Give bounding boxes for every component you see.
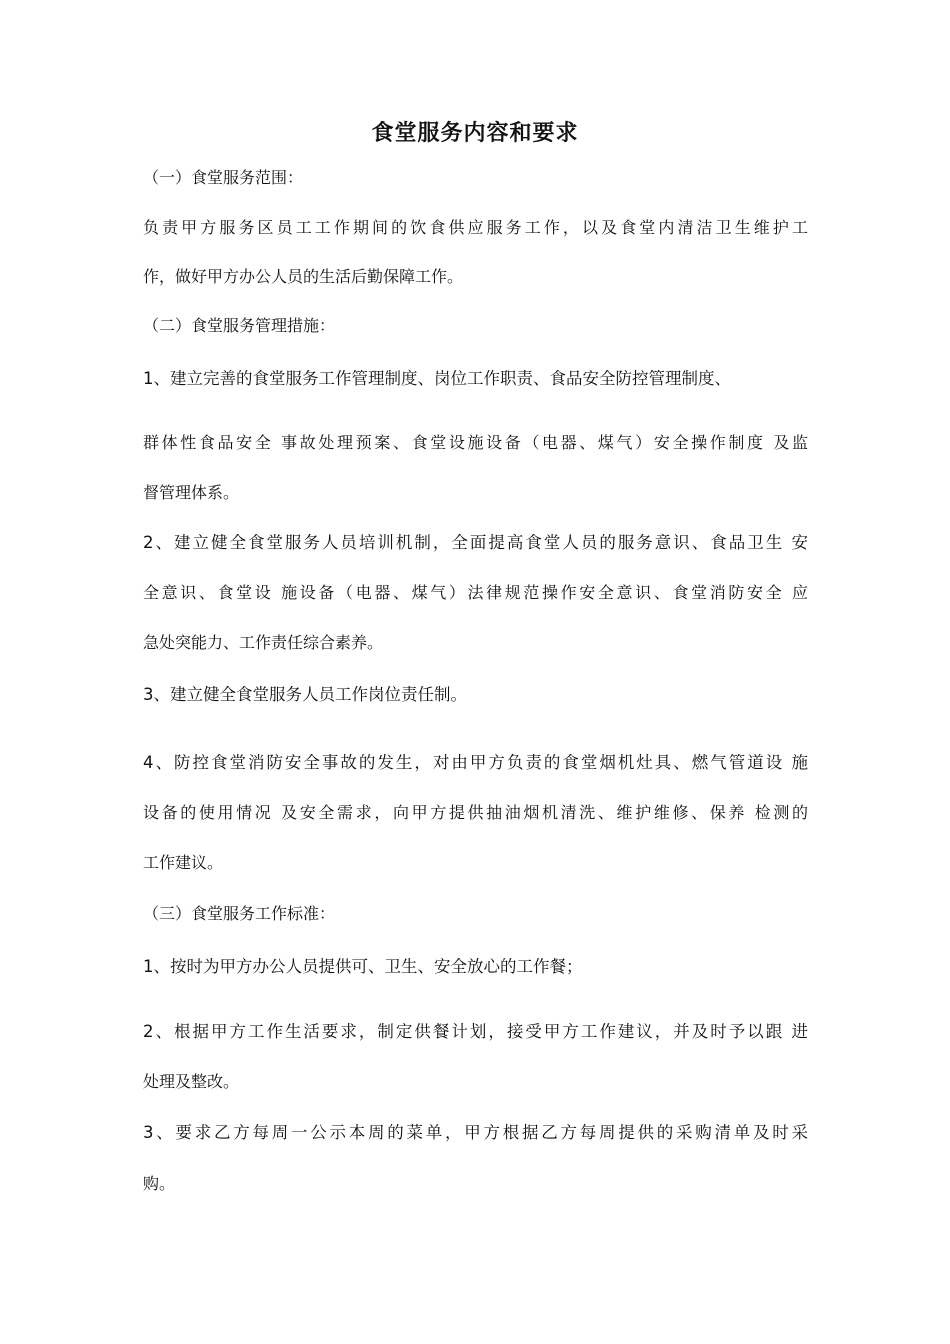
section-heading-3: （三）食堂服务工作标准： bbox=[143, 904, 336, 923]
paragraph-line: 作，做好甲方办公人员的生活后勤保障工作。 bbox=[143, 267, 464, 286]
list-item-line: 急处突能力、工作责任综合素养。 bbox=[143, 633, 384, 652]
list-item-line: 全意识、食堂设 施设备（电器、煤气）法律规范操作安全意识、食堂消防安全 应 bbox=[143, 583, 808, 602]
list-item-line: 督管理体系。 bbox=[143, 483, 240, 502]
list-item-line: 2、根据甲方工作生活要求，制定供餐计划，接受甲方工作建议，并及时予以跟 进 bbox=[143, 1022, 808, 1041]
section-heading-2: （二）食堂服务管理措施： bbox=[143, 316, 336, 335]
list-item-line: 工作建议。 bbox=[143, 853, 224, 872]
list-item-line: 3、要求乙方每周一公示本周的菜单，甲方根据乙方每周提供的采购清单及时采 bbox=[143, 1123, 808, 1142]
section-heading-1: （一）食堂服务范围： bbox=[143, 168, 304, 187]
list-item-line: 群体性食品安全 事故处理预案、食堂设施设备（电器、煤气）安全操作制度 及监 bbox=[143, 433, 808, 452]
list-item-line: 1、建立完善的食堂服务工作管理制度、岗位工作职责、食品安全防控管理制度、 bbox=[143, 369, 731, 388]
list-item-line: 4、防控食堂消防安全事故的发生，对由甲方负责的食堂烟机灶具、燃气管道设 施 bbox=[143, 753, 808, 772]
list-item-line: 2、建立健全食堂服务人员培训机制，全面提高食堂人员的服务意识、食品卫生 安 bbox=[143, 533, 808, 552]
list-item-line: 处理及整改。 bbox=[143, 1072, 240, 1091]
list-item-line: 购。 bbox=[143, 1174, 176, 1193]
list-item-line: 3、建立健全食堂服务人员工作岗位责任制。 bbox=[143, 685, 467, 704]
list-item-line: 1、按时为甲方办公人员提供可、卫生、安全放心的工作餐； bbox=[143, 957, 583, 976]
list-item-line: 设备的使用情况 及安全需求，向甲方提供抽油烟机清洗、维护维修、保养 检测的 bbox=[143, 803, 808, 822]
paragraph-line: 负责甲方服务区员工工作期间的饮食供应服务工作，以及食堂内清洁卫生维护工 bbox=[143, 218, 808, 237]
document-title: 食堂服务内容和要求 bbox=[371, 121, 579, 146]
